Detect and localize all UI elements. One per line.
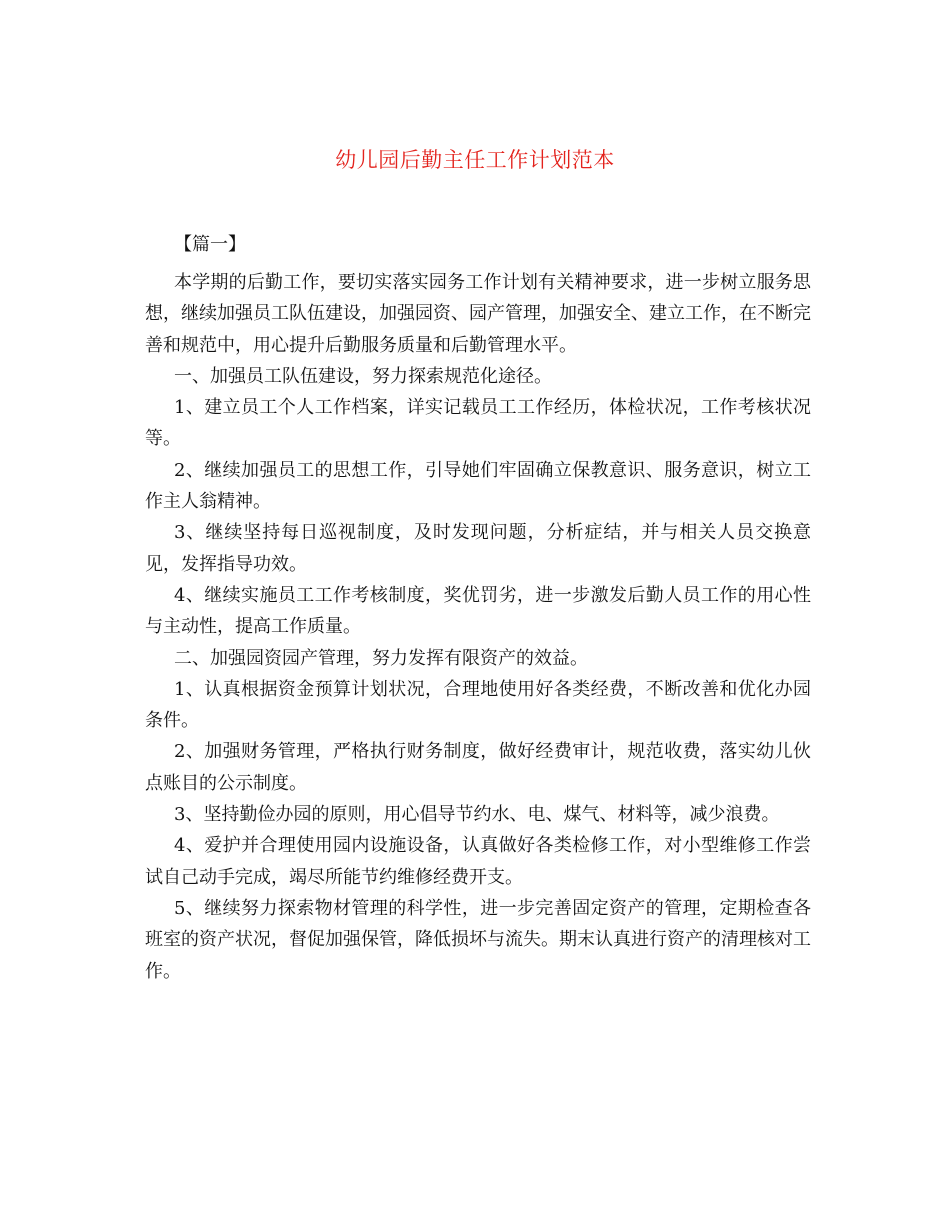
heading-section-one: 一、加强员工队伍建设，努力探索规范化途径。 (174, 365, 552, 387)
list-item: 3、坚持勤俭办园的原则，用心倡导节约水、电、煤气、材料等，减少浪费。 (174, 804, 780, 826)
list-item: 2、继续加强员工的思想工作，引导她们牢固确立保教意识、服务意识，树立工作主人翁精神。 (145, 459, 811, 513)
list-item: 4、继续实施员工工作考核制度，奖优罚劣，进一步激发后勤人员工作的用心性与主动性，提高工作质量。 (145, 584, 811, 638)
document-title: 幼儿园后勤主任工作计划范本 (335, 148, 615, 172)
list-item: 5、继续努力探索物材管理的科学性，进一步完善固定资产的管理，定期检查各班室的资产状况，督促加强保管，降低损坏与流失。期末认真进行资产的清理核对工作。 (145, 897, 811, 982)
list-item: 1、建立员工个人工作档案，详实记载员工工作经历，体检状况，工作考核状况等。 (145, 397, 811, 450)
list-item: 1、认真根据资金预算计划状况，合理地使用好各类经费，不断改善和优化办园条件。 (145, 678, 811, 732)
heading-section-two: 二、加强园资园产管理，努力发挥有限资产的效益。 (174, 647, 588, 669)
document-body (145, 267, 811, 987)
list-item: 3、继续坚持每日巡视制度，及时发现问题，分析症结，并与相关人员交换意见，发挥指导功效。 (145, 522, 811, 575)
section-label: 【篇一】 (174, 234, 246, 255)
paragraph-intro: 本学期的后勤工作，要切实落实园务工作计划有关精神要求，进一步树立服务思想，继续加强员工队伍建设，加强园资、园产管理，加强安全、建立工作，在不断完善和规范中，用心提升后勤服务质量和后勤管理水平。 (145, 272, 811, 356)
list-item: 2、加强财务管理，严格执行财务制度，做好经费审计，规范收费，落实幼儿伙点账目的公示制度。 (145, 741, 811, 794)
list-item: 4、爱护并合理使用园内设施设备，认真做好各类检修工作，对小型维修工作尝试自己动手完成，竭尽所能节约维修经费开支。 (145, 835, 811, 888)
